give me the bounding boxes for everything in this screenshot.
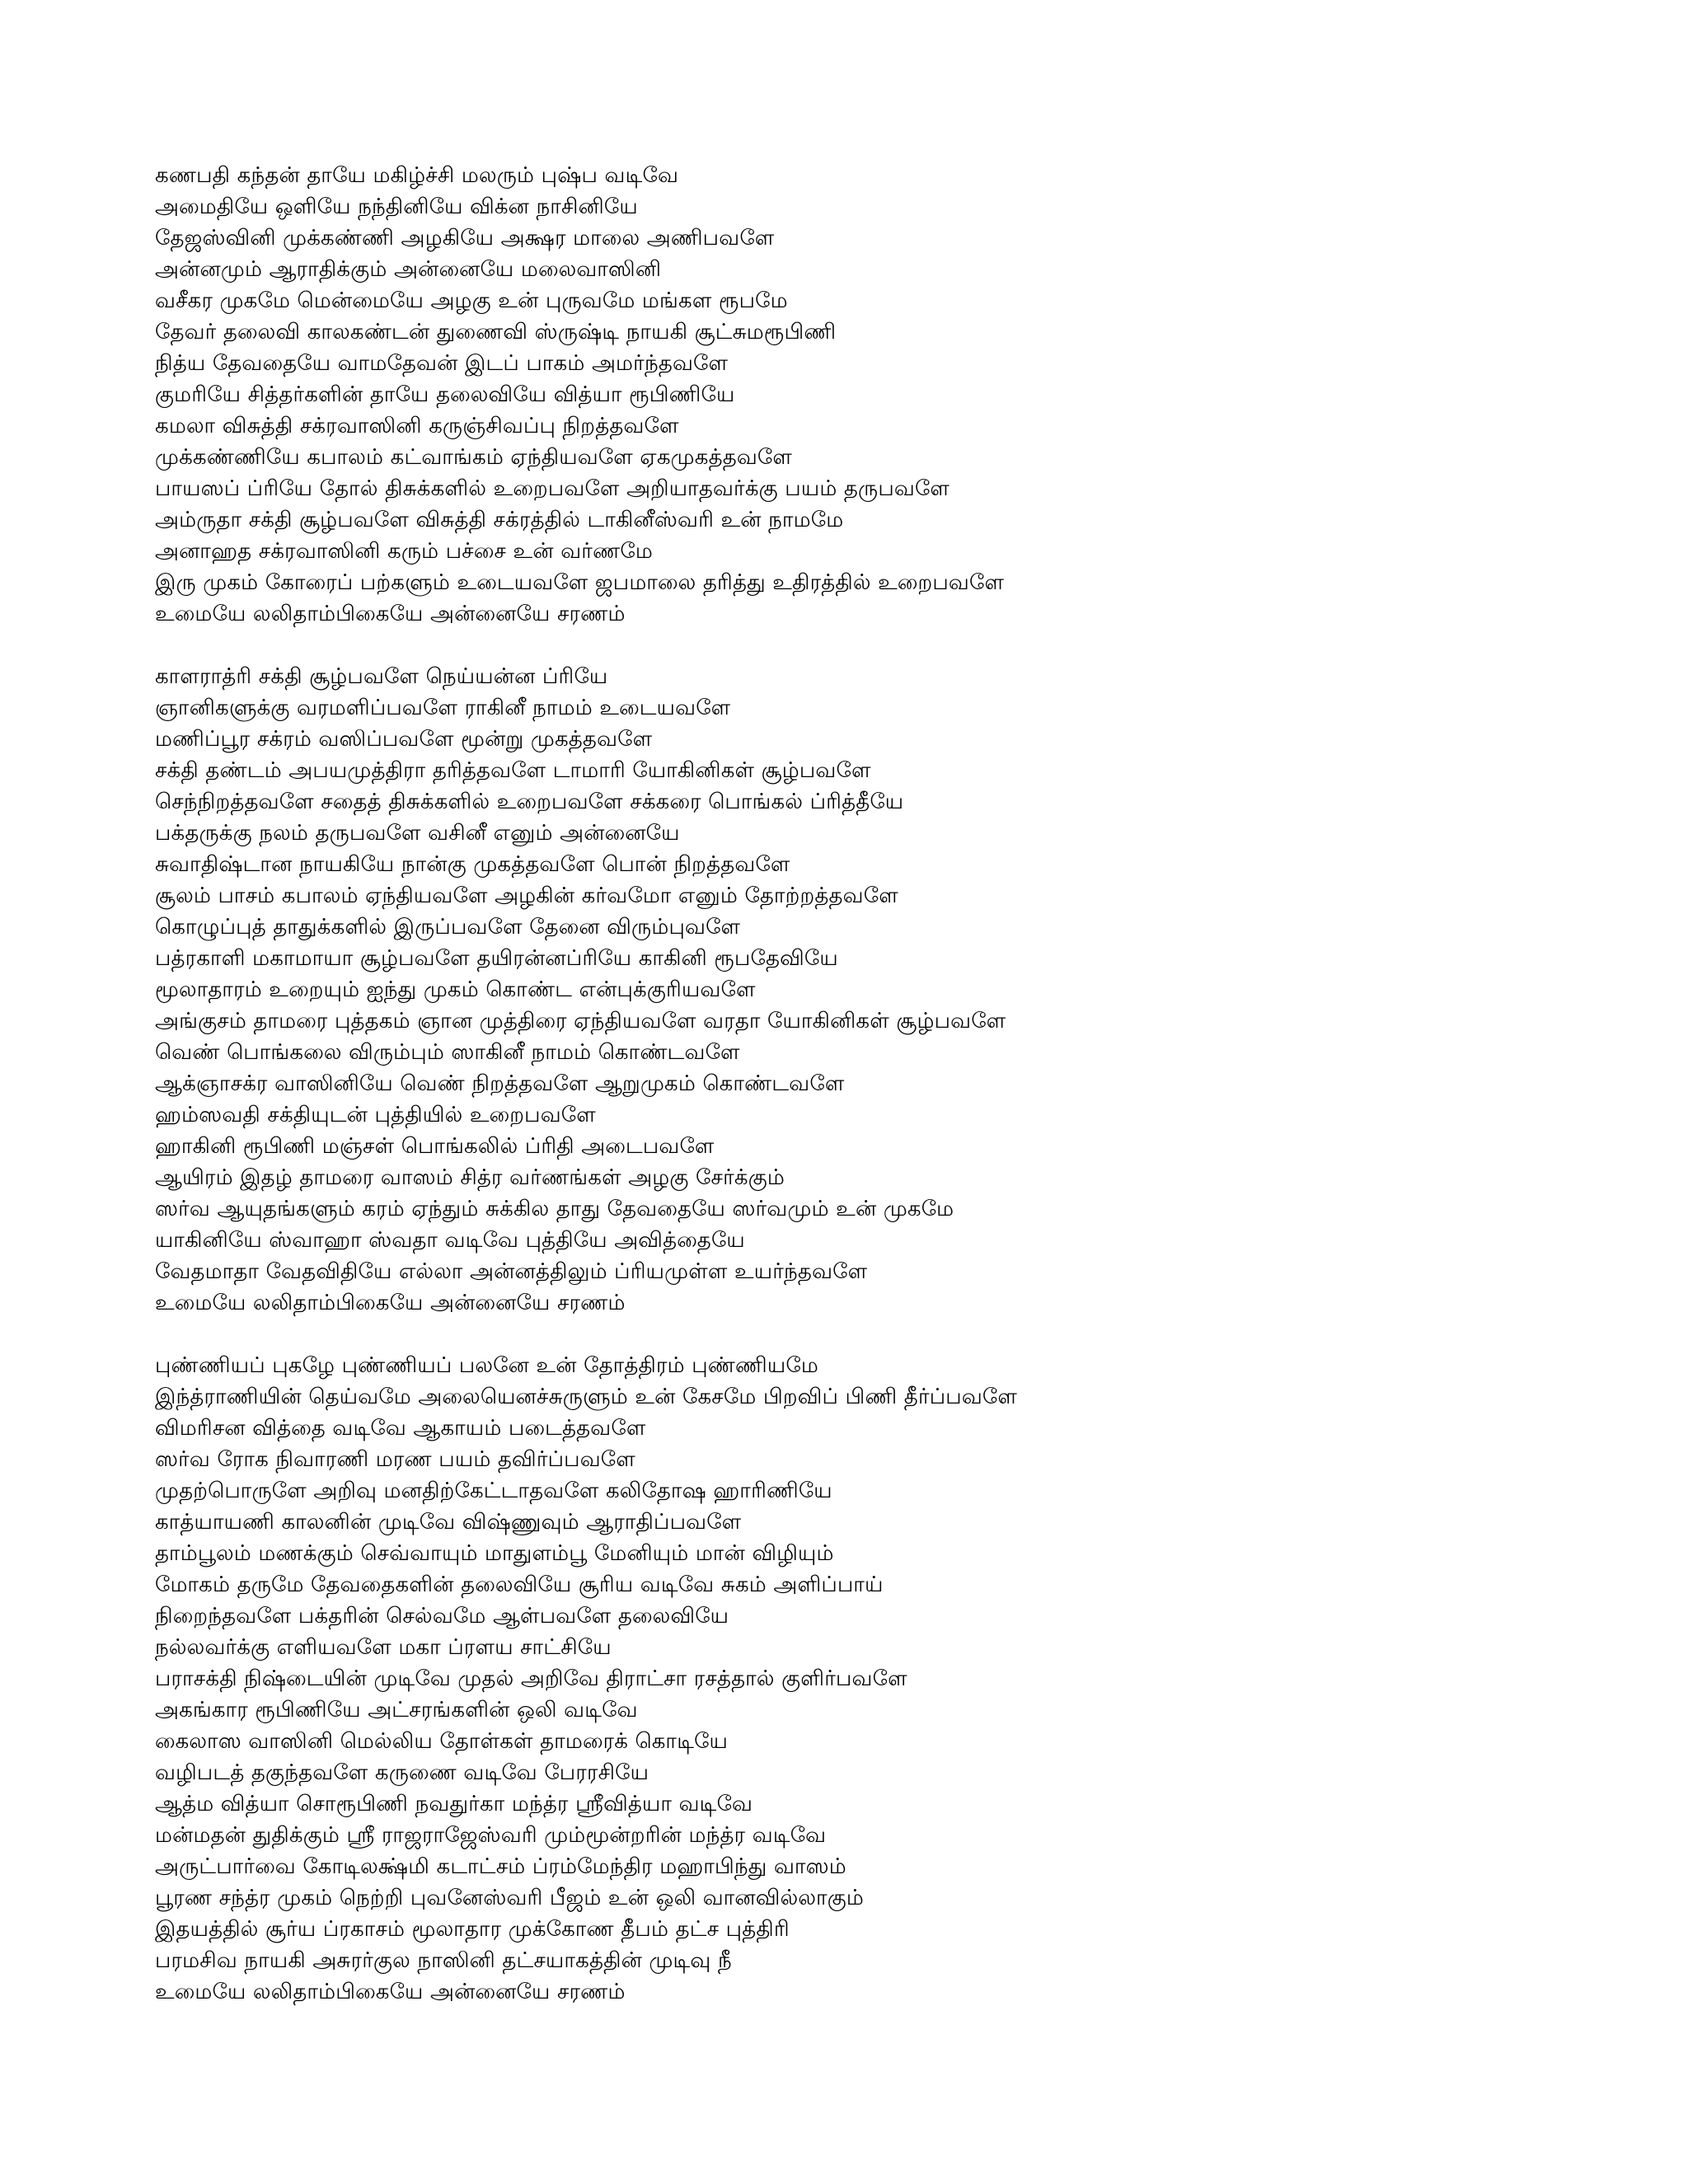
stanza-3 xyxy=(155,1350,1639,2008)
document-page xyxy=(155,160,1639,2008)
verse-line: காளராத்ரி சக்தி சூழ்பவளே நெய்யன்ன ப்ரியே xyxy=(155,664,608,689)
verse-line: கொழுப்புத் தாதுக்களில் இருப்பவளே தேனை விரும்புவளே xyxy=(155,915,741,940)
verse-line: அங்குசம் தாமரை புத்தகம் ஞான முத்திரை ஏந்தியவளே வரதா யோகினிகள் சூழ்பவளே xyxy=(155,1009,1006,1033)
verse-line: ஹாகினி ரூபிணி மஞ்சள் பொங்கலில் ப்ரிதி அடைபவளே xyxy=(155,1134,715,1159)
verse-line: மணிப்பூர சக்ரம் வஸிப்பவளே மூன்று முகத்தவளே xyxy=(155,727,653,752)
verse-line: அம்ருதா சக்தி சூழ்பவளே விசுத்தி சக்ரத்தில் டாகினீஸ்வரி உன் நாமமே xyxy=(155,508,844,532)
verse-line: பராசக்தி நிஷ்டையின் முடிவே முதல் அறிவே திராட்சா ரசத்தால் குளிர்பவளே xyxy=(155,1666,907,1691)
verse-line: மன்மதன் துதிக்கும் ஸ்ரீ ராஜராஜேஸ்வரி மும்மூன்றரின் மந்த்ர வடிவே xyxy=(155,1823,827,1848)
verse-line: யாகினியே ஸ்வாஹா ஸ்வதா வடிவே புத்தியே அவித்தையே xyxy=(155,1228,745,1253)
stanza-1 xyxy=(155,160,1639,630)
verse-line: பாயஸப் ப்ரியே தோல் திசுக்களில் உறைபவளே அறியாதவர்க்கு பயம் தருபவளே xyxy=(155,476,950,501)
verse-line: வசீகர முகமே மென்மையே அழகு உன் புருவமே மங்கள ரூபமே xyxy=(155,288,788,313)
verse-line: தேஜஸ்வினி முக்கண்ணி அழகியே அக்ஷர மாலை அணிபவளே xyxy=(155,226,775,251)
verse-line: மூலாதாரம் உறையும் ஐந்து முகம் கொண்ட என்புக்குரியவளே xyxy=(155,977,756,1002)
verse-line: இதயத்தில் சூர்ய ப்ரகாசம் மூலாதார முக்கோண தீபம் தட்ச புத்திரி xyxy=(155,1917,790,1942)
verse-line: ஆக்ஞாசக்ர வாஸினியே வெண் நிறத்தவளே ஆறுமுகம் கொண்டவளே xyxy=(155,1071,845,1096)
verse-line: முக்கண்ணியே கபாலம் கட்வாங்கம் ஏந்தியவளே ஏகமுகத்தவளே xyxy=(155,445,793,470)
verse-line: கைலாஸ வாஸினி மெல்லிய தோள்கள் தாமரைக் கொடியே xyxy=(155,1729,729,1754)
verse-line: தேவர் தலைவி காலகண்டன் துணைவி ஸ்ருஷ்டி நாயகி சூட்சுமரூபிணி xyxy=(155,320,837,344)
verse-line: வேதமாதா வேதவிதியே எல்லா அன்னத்திலும் ப்ரியமுள்ள உயர்ந்தவளே xyxy=(155,1259,868,1284)
verse-line: கணபதி கந்தன் தாயே மகிழ்ச்சி மலரும் புஷ்ப வடிவே xyxy=(155,163,679,188)
verse-line: ஆத்ம வித்யா சொரூபிணி நவதுர்கா மந்த்ர ஸ்ரீவித்யா வடிவே xyxy=(155,1792,753,1816)
verse-line: தாம்பூலம் மணக்கும் செவ்வாயும் மாதுளம்பூ மேனியும் மான் விழியும் xyxy=(155,1541,834,1566)
verse-line: ஞானிகளுக்கு வரமளிப்பவளே ராகினீ நாமம் உடையவளே xyxy=(155,696,731,720)
verse-line: வெண் பொங்கலை விரும்பும் ஸாகினீ நாமம் கொண்டவளே xyxy=(155,1040,740,1065)
verse-line: சக்தி தண்டம் அபயமுத்திரா தரித்தவளே டாமாரி யோகினிகள் சூழ்பவளே xyxy=(155,758,871,783)
stanza-2 xyxy=(155,661,1639,1319)
verse-line: நல்லவர்க்கு எளியவளே மகா ப்ரளய சாட்சியே xyxy=(155,1635,612,1660)
verse-line: அமைதியே ஒளியே நந்தினியே விக்ன நாசினியே xyxy=(155,194,638,219)
refrain-line: உமையே லலிதாம்பிகையே அன்னையே சரணம் xyxy=(155,1291,626,1315)
verse-line: ஆயிரம் இதழ் தாமரை வாஸம் சித்ர வர்ணங்கள் அழகு சேர்க்கும் xyxy=(155,1165,785,1190)
verse-line: வழிபடத் தகுந்தவளே கருணை வடிவே பேரரசியே xyxy=(155,1760,649,1785)
verse-line: ஸர்வ ஆயுதங்களும் கரம் ஏந்தும் சுக்கில தாது தேவதையே ஸர்வமும் உன் முகமே xyxy=(155,1197,954,1221)
verse-line: செந்நிறத்தவளே சதைத் திசுக்களில் உறைபவளே சக்கரை பொங்கல் ப்ரித்தீயே xyxy=(155,790,904,814)
verse-line: அகங்கார ரூபிணியே அட்சரங்களின் ஒலி வடிவே xyxy=(155,1698,638,1722)
verse-line: கமலா விசுத்தி சக்ரவாஸினி கருஞ்சிவப்பு நிறத்தவளே xyxy=(155,414,679,438)
verse-line: நித்ய தேவதையே வாமதேவன் இடப் பாகம் அமர்ந்தவளே xyxy=(155,351,729,376)
verse-line: அருட்பார்வை கோடிலக்ஷ்மி கடாட்சம் ப்ரம்மேந்திர மஹாபிந்து வாஸம் xyxy=(155,1854,846,1879)
refrain-line: உமையே லலிதாம்பிகையே அன்னையே சரணம் xyxy=(155,1980,626,2004)
verse-line: பத்ரகாளி மகாமாயா சூழ்பவளே தயிரன்னப்ரியே காகினி ரூபதேவியே xyxy=(155,946,838,971)
verse-line: பூரண சந்த்ர முகம் நெற்றி புவனேஸ்வரி பீஜம் உன் ஒலி வானவில்லாகும் xyxy=(155,1886,865,1910)
verse-line: முதற்பொருளே அறிவு மனதிற்கேட்டாதவளே கலிதோஷ ஹாரிணியே xyxy=(155,1479,832,1503)
verse-line: நிறைந்தவளே பக்தரின் செல்வமே ஆள்பவளே தலைவியே xyxy=(155,1604,729,1629)
verse-line: பக்தருக்கு நலம் தருபவளே வசினீ எனும் அன்னையே xyxy=(155,821,680,846)
verse-line: பரமசிவ நாயகி அசுரர்குல நாஸினி தட்சயாகத்தின் முடிவு நீ xyxy=(155,1948,732,1973)
verse-line: சுவாதிஷ்டான நாயகியே நான்கு முகத்தவளே பொன் நிறத்தவளே xyxy=(155,852,790,877)
verse-line: ஸர்வ ரோக நிவாரணி மரண பயம் தவிர்ப்பவளே xyxy=(155,1447,635,1472)
verse-line: அன்னமும் ஆராதிக்கும் அன்னையே மலைவாஸினி xyxy=(155,257,662,282)
verse-line: ஹம்ஸவதி சக்தியுடன் புத்தியில் உறைபவளே xyxy=(155,1103,596,1127)
verse-line: இரு முகம் கோரைப் பற்களும் உடையவளே ஜபமாலை தரித்து உதிரத்தில் உறைபவளே xyxy=(155,570,1005,595)
verse-line: காத்யாயணி காலனின் முடிவே விஷ்ணுவும் ஆராதிப்பவளே xyxy=(155,1510,742,1535)
verse-line: குமரியே சித்தர்களின் தாயே தலைவியே வித்யா ரூபிணியே xyxy=(155,382,735,407)
verse-line: இந்த்ராணியின் தெய்வமே அலையெனச்சுருளும் உன் கேசமே பிறவிப் பிணி தீர்ப்பவளே xyxy=(155,1385,1018,1409)
refrain-line: உமையே லலிதாம்பிகையே அன்னையே சரணம் xyxy=(155,602,626,626)
verse-line: அனாஹத சக்ரவாஸினி கரும் பச்சை உன் வர்ணமே xyxy=(155,539,653,564)
verse-line: புண்ணியப் புகழே புண்ணியப் பலனே உன் தோத்திரம் புண்ணியமே xyxy=(155,1353,818,1378)
verse-line: மோகம் தருமே தேவதைகளின் தலைவியே சூரிய வடிவே சுகம் அளிப்பாய் xyxy=(155,1572,884,1597)
verse-line: விமரிசன வித்தை வடிவே ஆகாயம் படைத்தவளே xyxy=(155,1416,646,1441)
verse-line: சூலம் பாசம் கபாலம் ஏந்தியவளே அழகின் கர்வமோ எனும் தோற்றத்தவளே xyxy=(155,883,898,908)
